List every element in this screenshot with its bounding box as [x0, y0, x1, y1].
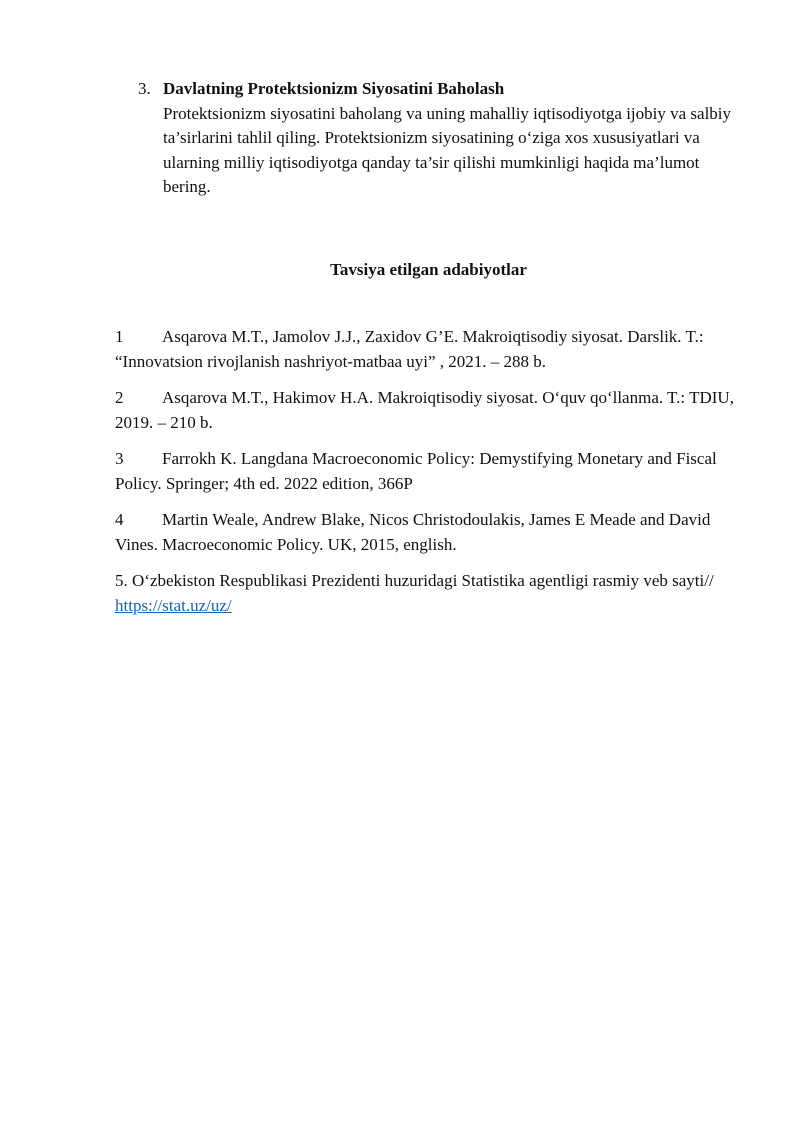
reference-number: 1: [115, 327, 124, 346]
reference-number: 4: [115, 510, 124, 529]
reference-text: Asqarova M.T., Jamolov J.J., Zaxidov G’E. Makroiqtisodiy siyosat. Darslik. T.: “Innovatsion rivojlanish nashriyot-matbaa uyi” , 2021. – 288 b.: [115, 327, 704, 371]
reference-number: 2: [115, 388, 124, 407]
reference-text: Asqarova M.T., Hakimov H.A. Makroiqtisodiy siyosat. O‘quv qo‘llanma. T.: TDIU, 2019. – 210 b.: [115, 388, 734, 432]
task-number: 3.: [138, 79, 151, 98]
references-heading: Tavsiya etilgan adabiyotlar: [330, 260, 527, 279]
task-body: [163, 77, 758, 200]
statistics-website-link[interactable]: https://stat.uz/uz/: [115, 595, 232, 615]
task-title: Davlatning Protektsionizm Siyosatini Baholash: [163, 79, 505, 98]
reference-item: [115, 447, 745, 496]
references-list: [115, 325, 745, 630]
reference-text: 5. O‘zbekiston Respublikasi Prezidenti huzuridagi Statistika agentligi rasmiy veb sayti//: [115, 571, 714, 590]
task-description: Protektsionizm siyosatini baholang va uning mahalliy iqtisodiyotga ijobiy va salbiy ta’sirlarini tahlil qiling. Protektsionizm siyosatining o‘ziga xos xususiyatlari va ularning milliy iqtisodiyotga qanday ta’sir qilishi mumkinligi haqida ma’lumot bering.: [163, 103, 732, 196]
reference-text: Martin Weale, Andrew Blake, Nicos Christodoulakis, James E Meade and David Vines. Macroeconomic Policy. UK, 2015, english.: [115, 510, 711, 554]
reference-item-statistics: [115, 569, 745, 618]
reference-number: 3: [115, 449, 124, 468]
reference-item: [115, 386, 745, 435]
reference-item: [115, 508, 745, 557]
task-item: [138, 77, 758, 200]
reference-text: Farrokh K. Langdana Macroeconomic Policy: Demystifying Monetary and Fiscal Policy. Springer; 4th ed. 2022 edition, 366P: [115, 449, 717, 493]
reference-item: [115, 325, 745, 374]
